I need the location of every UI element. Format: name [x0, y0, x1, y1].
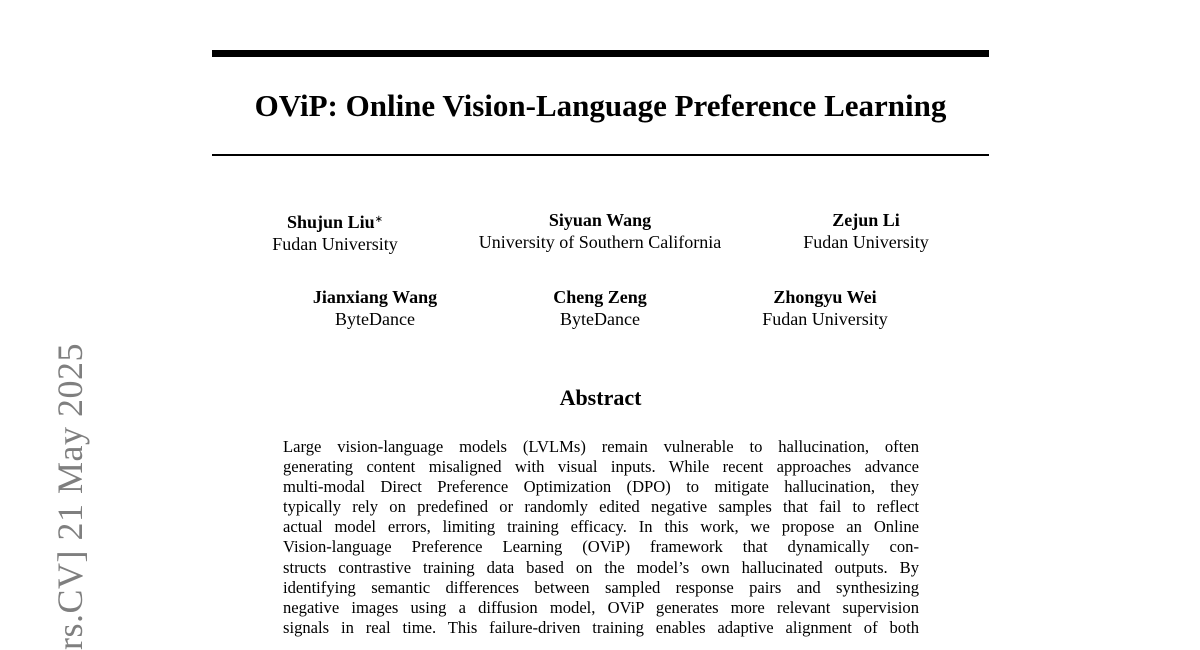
author-block	[766, 209, 966, 253]
author-affiliation: University of Southern California	[478, 232, 722, 252]
author-name: Shujun Liu∗	[287, 212, 383, 232]
abstract-line: typically rely on predefined or randomly edited negative samples that fail to reflect	[283, 497, 919, 517]
abstract-line: signals in real time. This failure-driven training enables adaptive alignment of both	[283, 617, 919, 637]
abstract-line: Large vision-language models (LVLMs) remain vulnerable to hallucination, often	[283, 437, 919, 456]
abstract-body	[283, 437, 919, 638]
author-block	[235, 209, 435, 255]
author-name: Cheng Zeng	[553, 287, 647, 307]
author-affiliation: Fudan University	[803, 232, 929, 252]
abstract-line: identifying semantic differences between sampled response pairs and synthesizing	[283, 577, 919, 597]
author-affiliation: Fudan University	[272, 234, 398, 254]
author-affiliation: ByteDance	[560, 309, 640, 329]
author-affiliation: Fudan University	[762, 309, 888, 329]
abstract-heading: Abstract	[559, 385, 642, 410]
author-block	[725, 286, 925, 330]
author-block	[500, 286, 700, 330]
author-footnote-mark: ∗	[374, 214, 383, 225]
author-name: Jianxiang Wang	[312, 287, 438, 307]
author-affiliation: ByteDance	[335, 309, 415, 329]
abstract-line: multi-modal Direct Preference Optimization (DPO) to mitigate hallucination, they	[283, 477, 919, 497]
arxiv-identifier-stamp: rs.CV] 21 May 2025	[50, 343, 90, 650]
abstract-line: negative images using a diffusion model, OViP generates more relevant supervision	[283, 597, 919, 617]
author-name: Siyuan Wang	[548, 210, 652, 230]
title-top-rule	[212, 50, 989, 57]
author-name: Zhongyu Wei	[773, 287, 877, 307]
author-name: Zejun Li	[832, 210, 900, 230]
abstract-line: actual model errors, limiting training efficacy. In this work, we propose an Online	[283, 517, 919, 537]
paper-title: OViP: Online Vision-Language Preference Learning	[254, 88, 947, 123]
author-block	[275, 286, 475, 330]
abstract-line: generating content misaligned with visual inputs. While recent approaches advance	[283, 457, 919, 477]
author-block	[460, 209, 740, 253]
title-bottom-rule	[212, 154, 989, 156]
abstract-line: structs contrastive training data based on the model’s own hallucinated outputs. By	[283, 557, 919, 577]
abstract-line: Vision-language Preference Learning (OViP) framework that dynamically con-	[283, 537, 919, 557]
